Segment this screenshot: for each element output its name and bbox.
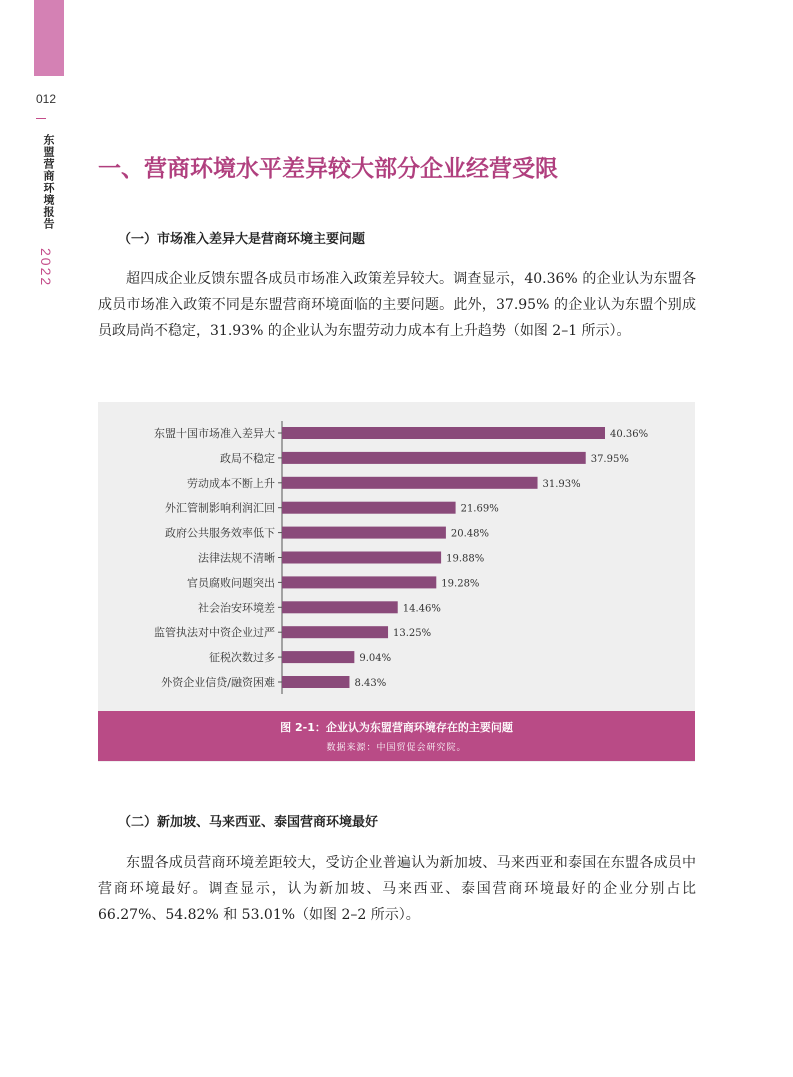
category-label: 东盟十国市场准入差异大: [154, 427, 275, 440]
page-corner-tab: [34, 0, 64, 76]
category-label: 政府公共服务效率低下: [165, 526, 275, 540]
side-divider: [36, 118, 46, 119]
figure-2-1-chart: [98, 402, 695, 762]
bar: [282, 527, 446, 539]
bar-value-label: 40.36%: [610, 429, 649, 440]
category-label: 社会治安环境差: [198, 601, 275, 615]
running-year: 2022: [38, 248, 54, 288]
bar: [282, 676, 349, 688]
bar-value-label: 21.69%: [460, 503, 499, 515]
bar: [282, 601, 398, 613]
category-label: 官员腐败问题突出: [187, 576, 275, 590]
bar-value-label: 8.43%: [354, 678, 387, 689]
bar-value-label: 19.88%: [446, 553, 485, 565]
bar-value-label: 20.48%: [450, 528, 490, 540]
paragraph-2: 东盟各成员营商环境差距较大，受访企业普遍认为新加坡、马来西亚和泰国在东盟各成员中营商环境最好。调查显示，认为新加坡、马来西亚、泰国营商环境最好的企业分别占比 66.27%、54.82% 和 53.01%（如图 2–2 所示）。: [98, 855, 696, 923]
category-label: 法律法规不清晰: [198, 551, 275, 565]
section-heading: 一、营商环境水平差异较大部分企业经营受限: [98, 156, 558, 182]
bar: [282, 651, 354, 663]
category-label: 监管执法对中资企业过严: [154, 626, 275, 640]
bar: [282, 626, 388, 638]
bar: [282, 552, 441, 564]
page-number: 012: [36, 92, 57, 106]
category-label: 外汇管制影响利润汇回: [165, 501, 275, 515]
bar-value-label: 31.93%: [542, 478, 581, 490]
bar-value-label: 37.95%: [590, 453, 629, 465]
subsection-heading-2: （二）新加坡、马来西亚、泰国营商环境最好: [118, 815, 379, 830]
bar-value-label: 9.04%: [359, 653, 392, 665]
bar: [282, 427, 605, 439]
bar: [282, 477, 538, 489]
paragraph-1: 超四成企业反馈东盟各成员市场准入政策差异较大。调查显示，40.36% 的企业认为东盟各成员市场准入政策不同是东盟营商环境面临的主要问题。此外，37.95% 的企业认为东盟个别成员政局尚不稳定，31.93% 的企业认为东盟劳动力成本有上升趋势（如图 2–1 所示）。: [98, 271, 696, 339]
bar: [282, 576, 436, 588]
bar-chart: [98, 402, 695, 711]
category-label: 政局不稳定: [220, 451, 275, 465]
bar-value-label: 13.25%: [393, 628, 432, 640]
figure-source: 数据来源：中国贸促会研究院。: [326, 743, 467, 753]
bar: [282, 452, 586, 464]
bar-value-label: 14.46%: [402, 603, 441, 615]
subsection-heading-1: （一）市场准入差异大是营商环境主要问题: [118, 232, 366, 247]
figure-caption: 图 2-1：企业认为东盟营商环境存在的主要问题: [280, 721, 513, 734]
figure-caption-band: [98, 711, 695, 761]
category-label: 劳动成本不断上升: [187, 476, 275, 490]
running-title: 东盟营商环境报告: [42, 134, 55, 230]
bar: [282, 502, 456, 514]
bar-value-label: 19.28%: [441, 578, 480, 590]
category-label: 征税次数过多: [209, 651, 275, 665]
category-label: 外资企业信贷/融资困难: [161, 676, 275, 689]
